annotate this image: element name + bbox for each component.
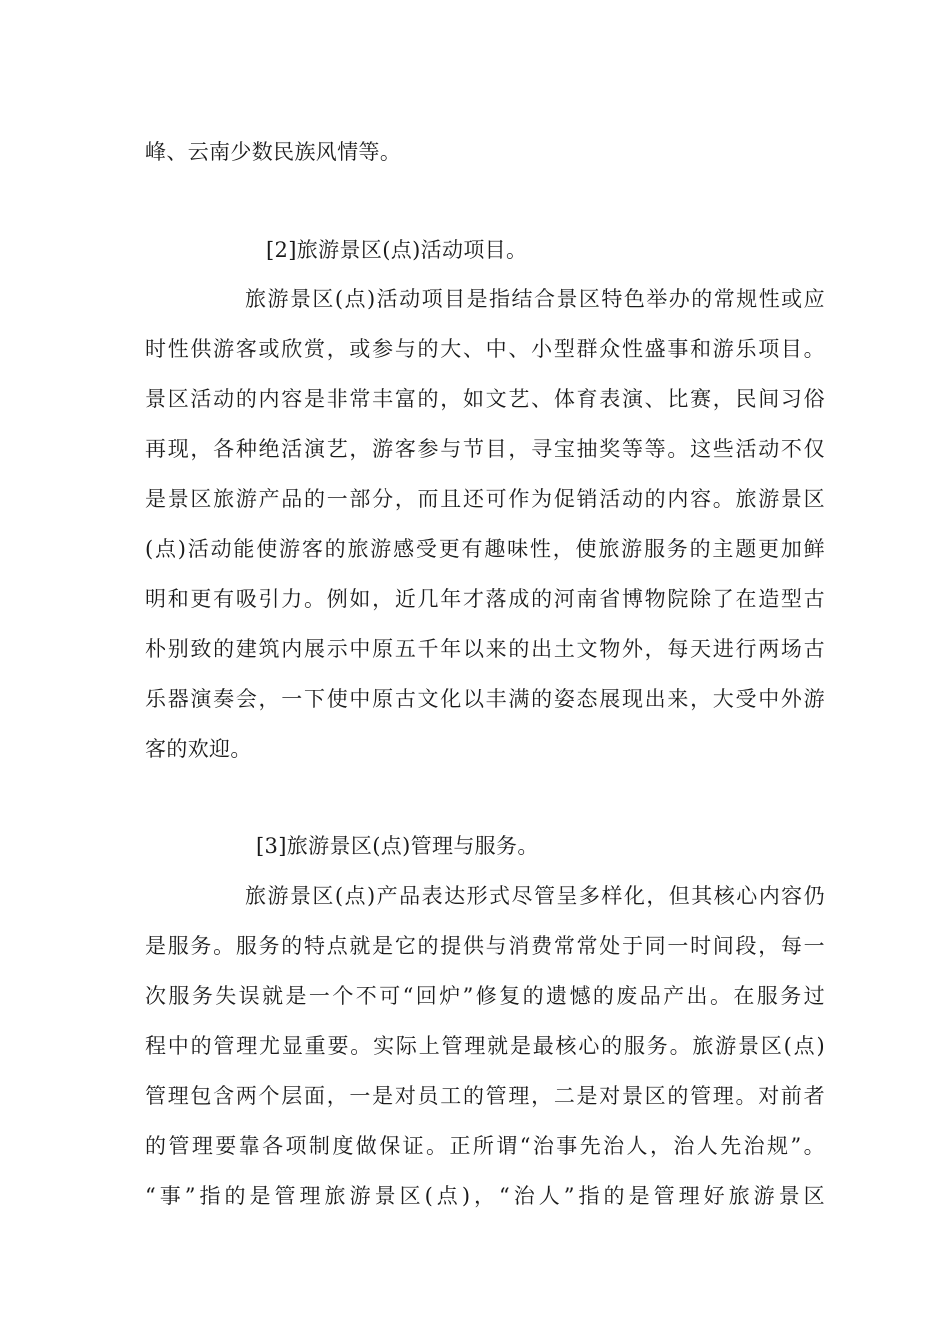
text-line: 次服务失误就是一个不可“回炉”修复的遗憾的废品产出。在服务过 bbox=[145, 984, 825, 1008]
text-line: 峰、云南少数民族风情等。 bbox=[145, 140, 402, 164]
text-line: 管理包含两个层面，一是对员工的管理，二是对景区的管理。对前者 bbox=[145, 1084, 825, 1108]
text-line: 时性供游客或欣赏，或参与的大、中、小型群众性盛事和游乐项目。 bbox=[145, 337, 825, 361]
section-heading: [3]旅游景区(点)管理与服务。 bbox=[256, 834, 539, 858]
paragraph-first-line: 旅游景区(点)产品表达形式尽管呈多样化，但其核心内容仍 bbox=[245, 884, 825, 908]
paragraph-first-line: 旅游景区(点)活动项目是指结合景区特色举办的常规性或应 bbox=[245, 287, 825, 311]
text-line: “事”指的是管理旅游景区(点)，“治人”指的是管理好旅游景区 bbox=[145, 1184, 825, 1208]
text-line: 朴别致的建筑内展示中原五千年以来的出土文物外，每天进行两场古 bbox=[145, 637, 825, 661]
section-heading: [2]旅游景区(点)活动项目。 bbox=[266, 238, 528, 262]
text-line: 的管理要靠各项制度做保证。正所谓“治事先治人，治人先治规”。 bbox=[145, 1134, 825, 1158]
text-line: 景区活动的内容是非常丰富的，如文艺、体育表演、比赛，民间习俗 bbox=[145, 387, 825, 411]
text-line: 程中的管理尤显重要。实际上管理就是最核心的服务。旅游景区(点) bbox=[145, 1034, 825, 1058]
text-line: 客的欢迎。 bbox=[145, 737, 252, 761]
text-line: 再现，各种绝活演艺，游客参与节目，寻宝抽奖等等。这些活动不仅 bbox=[145, 437, 825, 461]
text-line: 是服务。服务的特点就是它的提供与消费常常处于同一时间段，每一 bbox=[145, 934, 825, 958]
text-line: 乐器演奏会，一下使中原古文化以丰满的姿态展现出来，大受中外游 bbox=[145, 687, 825, 711]
text-line: 明和更有吸引力。例如，近几年才落成的河南省博物院除了在造型古 bbox=[145, 587, 825, 611]
text-line: 是景区旅游产品的一部分，而且还可作为促销活动的内容。旅游景区 bbox=[145, 487, 825, 511]
text-line: (点)活动能使游客的旅游感受更有趣味性，使旅游服务的主题更加鲜 bbox=[145, 537, 825, 561]
